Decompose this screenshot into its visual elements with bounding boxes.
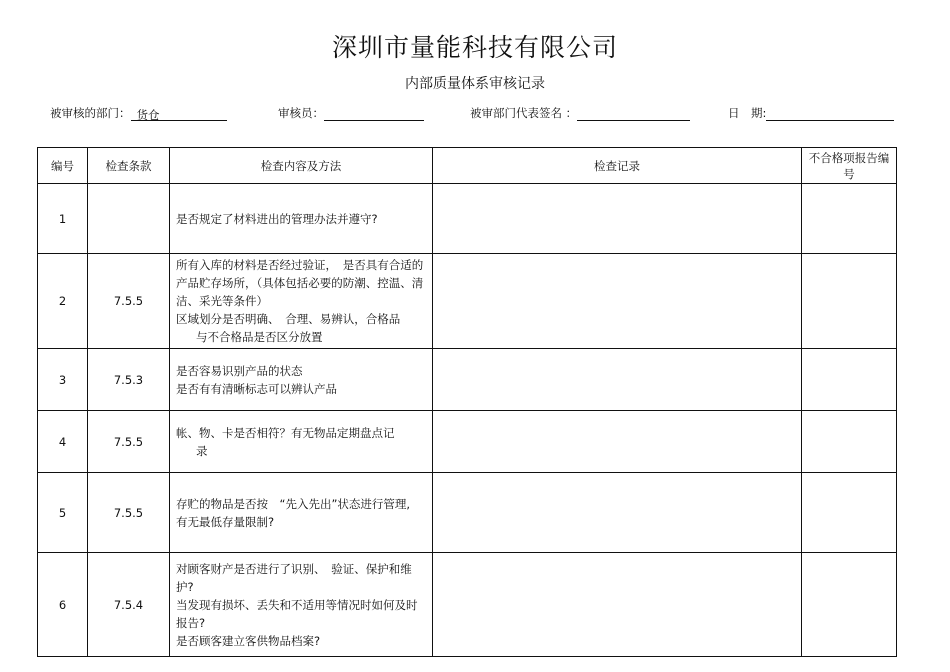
table-row	[38, 349, 897, 411]
check-content-line: 所有入库的材料是否经过验证， 是否具有合适的产品贮存场所，（具体包括必要的防潮、控温、清洁、采光等条件）	[176, 258, 424, 308]
row-check-content	[170, 254, 433, 349]
table-row	[38, 184, 897, 254]
col-header-ncr: 不合格项报告编号	[802, 148, 897, 184]
check-content-line: 区域划分是否明确、 合理、易辨认，合格品	[176, 312, 401, 326]
row-check-record[interactable]	[433, 184, 802, 254]
row-check-record[interactable]	[433, 411, 802, 473]
row-clause	[88, 184, 170, 254]
row-check-record[interactable]	[433, 254, 802, 349]
check-content-line: 对顾客财产是否进行了识别、 验证、保护和维护?	[176, 561, 412, 594]
row-check-record[interactable]	[433, 473, 802, 553]
company-title: 深圳市量能科技有限公司	[331, 33, 618, 62]
check-content-line: 与不合格品是否区分放置	[196, 330, 323, 344]
dept-rep-signature-value[interactable]	[577, 107, 583, 121]
form-title: 内部质量体系审核记录	[405, 76, 545, 92]
row-check-record[interactable]	[433, 349, 802, 411]
date-field	[728, 105, 894, 121]
auditor-field	[278, 105, 424, 121]
auditor-value[interactable]	[324, 107, 330, 121]
check-content-line: 帐、物、卡是否相符？有无物品定期盘点记	[176, 425, 395, 440]
check-content-line: 是否顾客建立客供物品档案?	[176, 633, 321, 648]
row-check-content	[170, 411, 433, 473]
table-row	[38, 254, 897, 349]
auditor-label: 审核员：	[278, 106, 324, 120]
row-clause: 7.5.5	[88, 411, 170, 473]
table-header-row	[38, 148, 897, 184]
check-content-line: 是否规定了材料进出的管理办法并遵守?	[176, 211, 378, 226]
table-row	[38, 473, 897, 553]
audited-dept-field	[50, 105, 227, 121]
row-clause: 7.5.5	[88, 473, 170, 553]
row-ncr-number[interactable]	[802, 254, 897, 349]
table-row	[38, 411, 897, 473]
audited-dept-label: 被审核的部门：	[50, 106, 131, 120]
audit-table	[37, 147, 897, 657]
row-number: 3	[38, 349, 88, 411]
row-ncr-number[interactable]	[802, 411, 897, 473]
row-check-content	[170, 349, 433, 411]
check-content-line: 是否容易识别产品的状态	[176, 363, 303, 378]
row-ncr-number[interactable]	[802, 349, 897, 411]
row-number: 1	[38, 184, 88, 254]
col-header-content: 检查内容及方法	[170, 148, 433, 184]
date-value[interactable]	[766, 107, 772, 121]
dept-rep-signature-field	[470, 105, 690, 121]
row-number: 2	[38, 254, 88, 349]
audited-dept-value[interactable]: 货仓	[136, 108, 160, 122]
date-label: 日 期:	[728, 106, 767, 120]
row-number: 5	[38, 473, 88, 553]
row-number: 4	[38, 411, 88, 473]
col-header-no: 编号	[38, 148, 88, 184]
check-content-line: 是否有有清晰标志可以辨认产品	[176, 381, 337, 396]
row-clause: 7.5.4	[88, 553, 170, 657]
row-check-content	[170, 553, 433, 657]
row-check-content	[170, 473, 433, 553]
col-header-record: 检查记录	[433, 148, 802, 184]
col-header-clause: 检查条款	[88, 148, 170, 184]
row-clause: 7.5.3	[88, 349, 170, 411]
table-row	[38, 553, 897, 657]
row-check-content	[170, 184, 433, 254]
row-ncr-number[interactable]	[802, 473, 897, 553]
check-content-line: 当发现有损坏、丢失和不适用等情况时如何及时报告?	[176, 597, 418, 630]
check-content-line: 录	[196, 443, 208, 458]
check-content-line: 存贮的物品是否按 “先入先出”状态进行管理,	[176, 496, 411, 511]
row-ncr-number[interactable]	[802, 553, 897, 657]
row-check-record[interactable]	[433, 553, 802, 657]
row-ncr-number[interactable]	[802, 184, 897, 254]
row-number: 6	[38, 553, 88, 657]
check-content-line: 有无最低存量限制?	[176, 514, 275, 529]
dept-rep-signature-label: 被审部门代表签名 ：	[470, 106, 578, 120]
row-clause: 7.5.5	[88, 254, 170, 349]
